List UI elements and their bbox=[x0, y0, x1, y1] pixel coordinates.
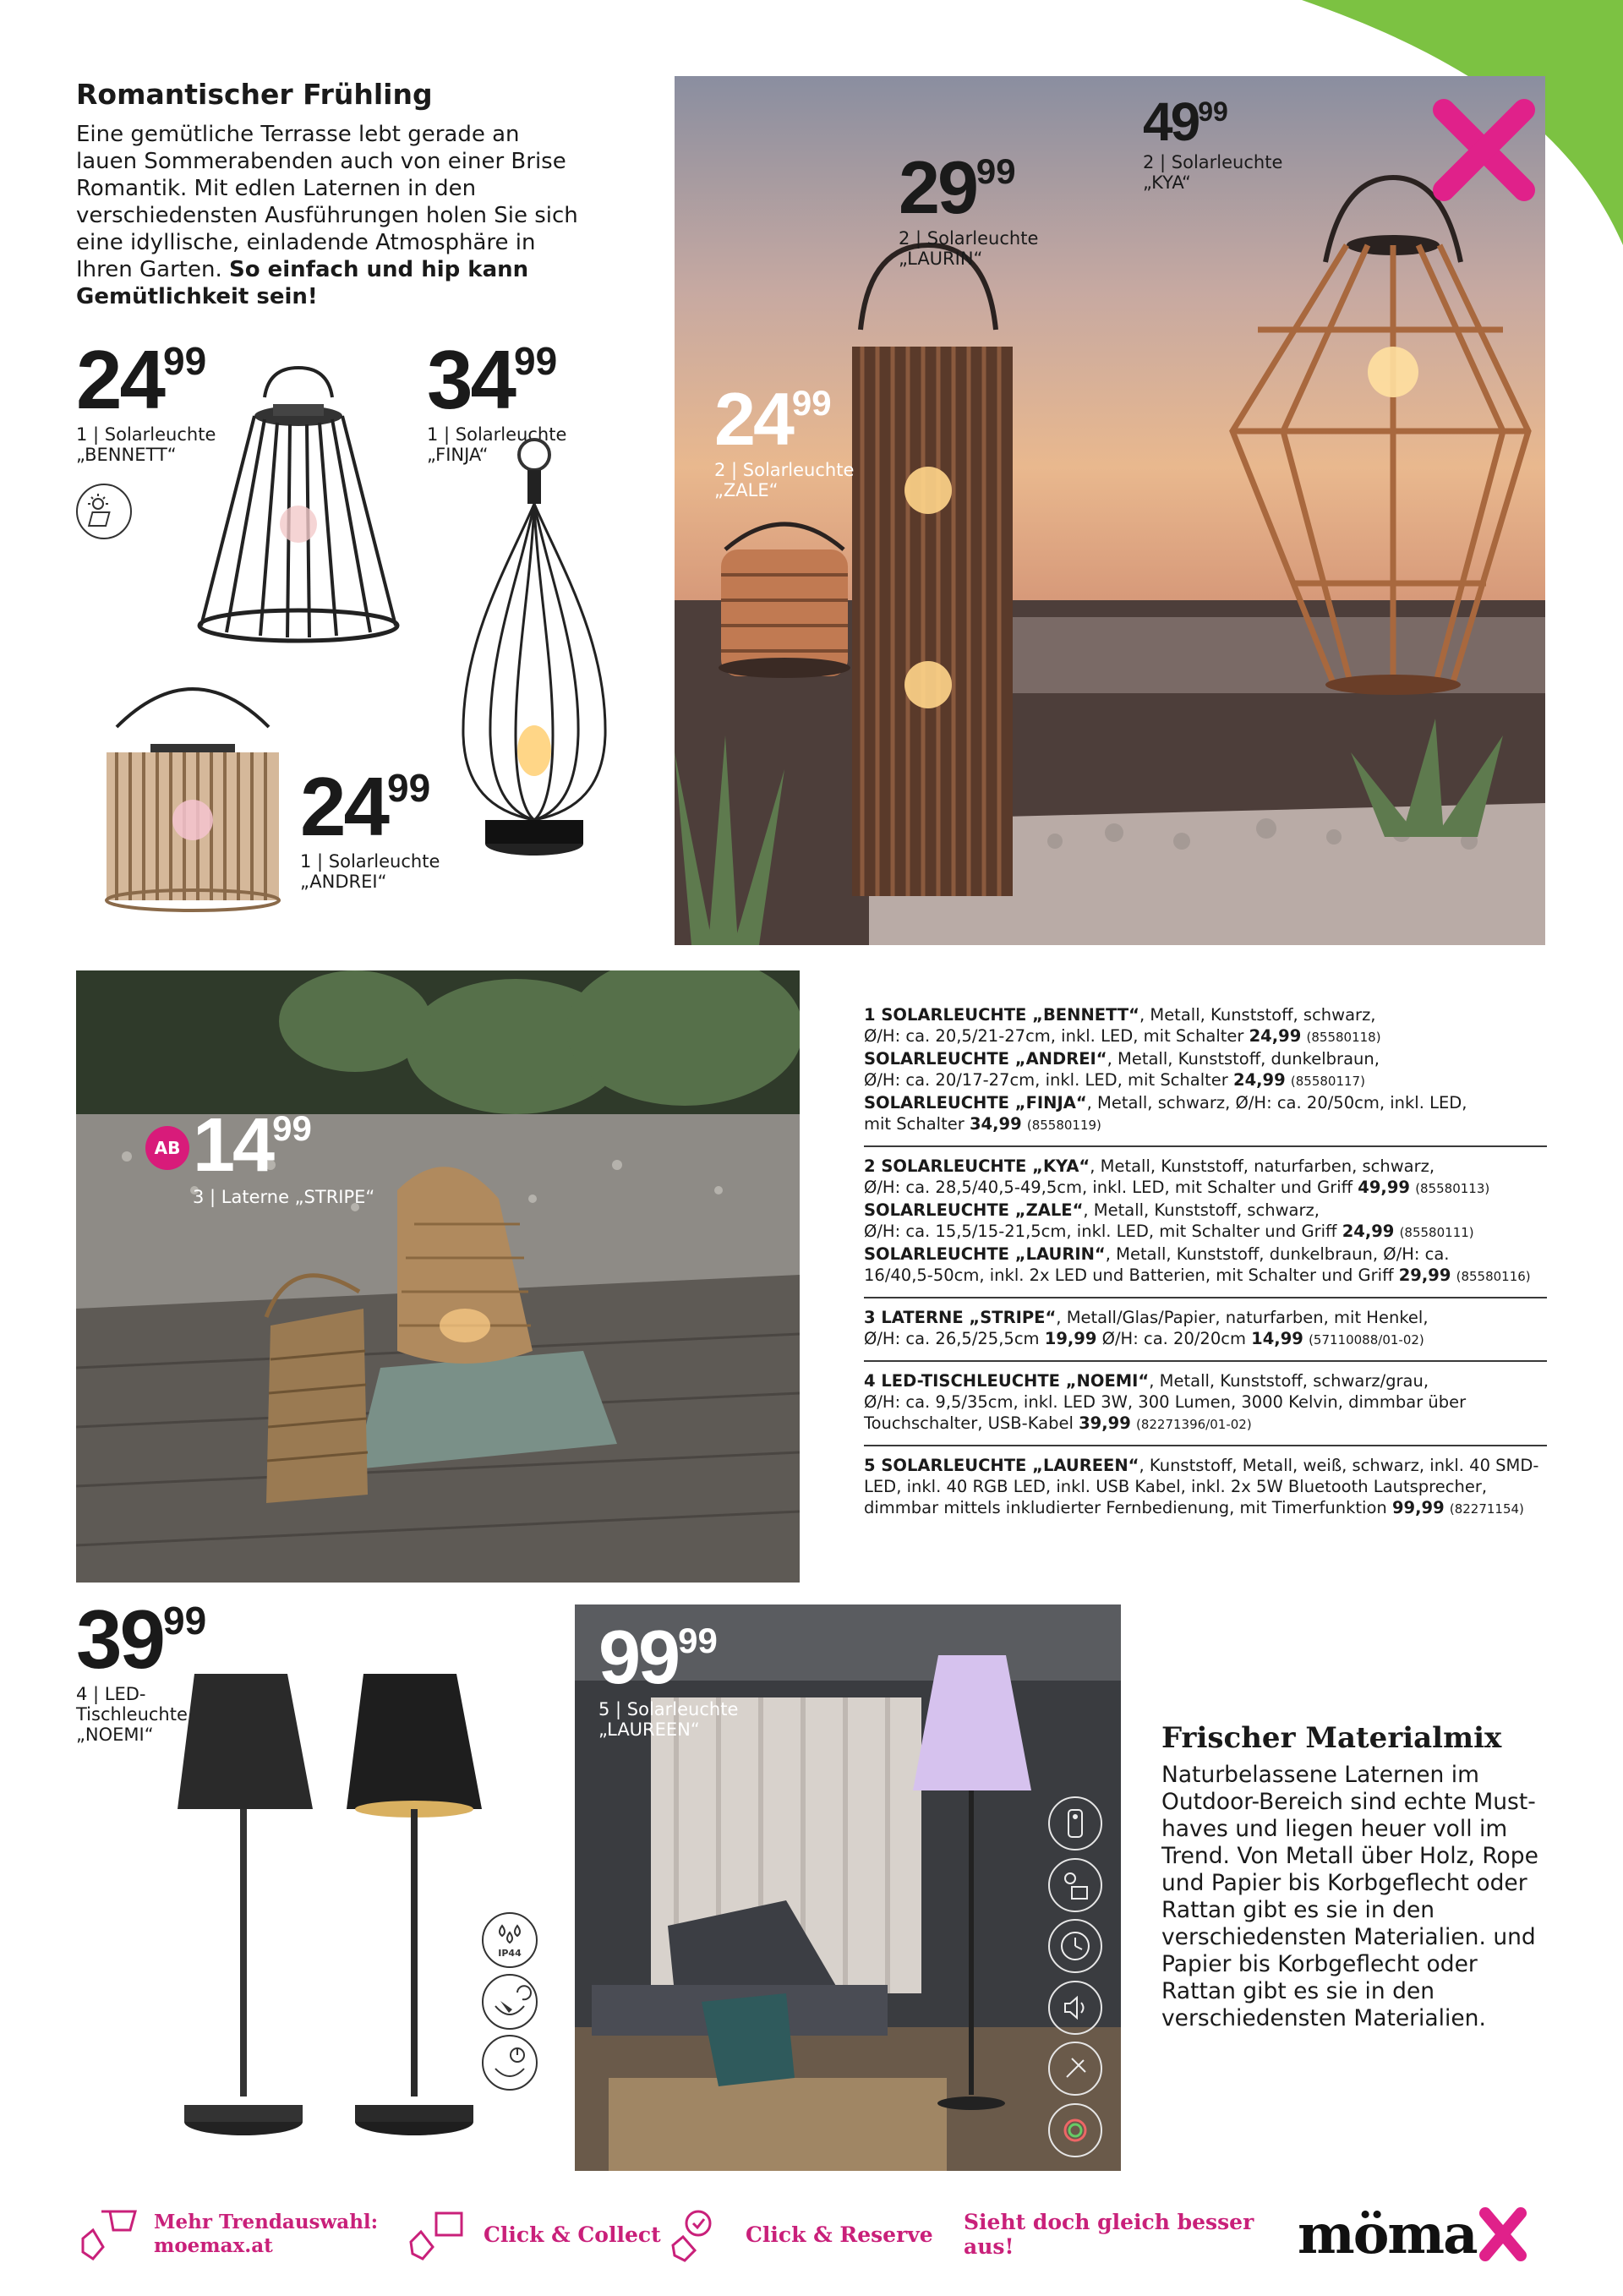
spec-line: Ø/H: ca. 28,5/40,5-49,5cm, inkl. LED, mit Schalter und Griff 49,99 (85580113) bbox=[864, 1178, 1490, 1197]
brand-x-icon bbox=[1477, 2205, 1529, 2264]
timer-icon bbox=[1048, 1919, 1102, 1973]
spec-line: Ø/H: ca. 20/17-27cm, inkl. LED, mit Schalter 24,99 (85580117) bbox=[864, 1070, 1365, 1090]
product-image-noemi bbox=[169, 1674, 499, 2156]
spec-line: LED, inkl. 40 RGB LED, inkl. USB Kabel, inkl. 2x 5W Bluetooth Lautsprecher, bbox=[864, 1477, 1488, 1496]
spec-line: 3 LATERNE „STRIPE“, Metall/Glas/Papier, naturfarben, mit Henkel, bbox=[864, 1308, 1429, 1327]
spec-line: Ø/H: ca. 15,5/15-21,5cm, inkl. LED, mit Schalter und Griff 24,99 (85580111) bbox=[864, 1222, 1474, 1241]
price-tag-andrei: 2499 1 | Solarleuchte „ANDREI“ bbox=[300, 760, 440, 892]
spec-block bbox=[864, 1446, 1547, 1529]
hero-photo bbox=[675, 76, 1545, 945]
materialmix-title: Frischer Materialmix bbox=[1161, 1721, 1502, 1755]
intro-text: Eine gemütliche Terrasse lebt gerade an lauen Sommerabenden auch von einer Brise Romantik. Mit edlen Laternen in den verschiedensten Ausführungen holen Sie sich eine idyllische, einladende Atmosphäre in Ihren Garten. So einfach und hip kann Gemütlichkeit sein! bbox=[76, 122, 578, 309]
spec-line: Ø/H: ca. 9,5/35cm, inkl. LED 3W, 300 Lumen, 3000 Kelvin, dimmbar über bbox=[864, 1392, 1467, 1412]
materialmix-text: Naturbelassene Laternen im Outdoor-Bereich sind echte Must-haves und liegen heuer voll im Trend. Von Metall über Holz, Rope und Papier bis Korbgeflecht oder Rattan gibt es sie in den verschiedensten Materialien. und Papier bis Korbgeflecht oder Rattan gibt es sie in den verschiedensten Materialien. bbox=[1161, 1762, 1538, 2031]
product-image-finja bbox=[456, 431, 609, 879]
spec-block bbox=[864, 996, 1547, 1147]
dimmer-touch-icon bbox=[482, 1974, 538, 2030]
more-trends-link[interactable]: Mehr Trendauswahl: moemax.at bbox=[76, 2205, 406, 2264]
intro-title: Romantischer Frühling bbox=[76, 78, 433, 111]
price-tag-zale: 2499 2 | Solarleuchte „ZALE“ bbox=[714, 377, 855, 500]
spec-line: 5 SOLARLEUCHTE „LAUREEN“, Kunststoff, Metall, weiß, schwarz, inkl. 40 SMD- bbox=[864, 1456, 1539, 1475]
spec-line: Ø/H: ca. 26,5/25,5cm 19,99 Ø/H: ca. 20/20cm 14,99 (57110088/01-02) bbox=[864, 1329, 1424, 1348]
brand-logo: möma bbox=[1298, 2203, 1529, 2266]
spec-line: SOLARLEUCHTE „LAURIN“, Metall, Kunststoff, dunkelbraun, Ø/H: ca. bbox=[864, 1244, 1450, 1264]
shopping-cart-icon bbox=[76, 2205, 140, 2264]
price-tag-laureen: 9999 5 | Solarleuchte „LAUREEN“ bbox=[598, 1615, 739, 1740]
power-touch-icon bbox=[482, 2035, 538, 2091]
price-tag-finja: 3499 1 | Solarleuchte „FINJA“ bbox=[427, 333, 567, 465]
solar-panel-icon bbox=[1048, 1858, 1102, 1912]
product-image-bennett bbox=[193, 364, 404, 651]
ip44-icon bbox=[482, 1912, 538, 1968]
price-tag-kya: 4999 2 | Solarleuchte „KYA“ bbox=[1143, 91, 1283, 193]
svg-text:IP44: IP44 bbox=[498, 1948, 522, 1959]
click-reserve-link[interactable]: Click & Reserve bbox=[668, 2205, 964, 2264]
spec-line: 4 LED-TISCHLEUCHTE „NOEMI“, Metall, Kunststoff, schwarz/grau, bbox=[864, 1371, 1429, 1391]
spec-block bbox=[864, 1298, 1547, 1362]
solar-icon bbox=[76, 484, 132, 539]
product-specs bbox=[864, 996, 1547, 1529]
spec-line: mit Schalter 34,99 (85580119) bbox=[864, 1114, 1101, 1134]
click-reserve-icon bbox=[668, 2205, 732, 2264]
spec-block bbox=[864, 1362, 1547, 1446]
click-collect-link[interactable]: Click & Collect bbox=[406, 2205, 668, 2264]
click-collect-icon bbox=[406, 2205, 470, 2264]
spec-line: Touchschalter, USB-Kabel 39,99 (82271396/01-02) bbox=[864, 1413, 1252, 1433]
slogan: Sieht doch gleich besser aus! bbox=[964, 2210, 1254, 2259]
price-tag-laurin: 2999 2 | Solarleuchte „LAURIN“ bbox=[899, 145, 1039, 269]
spec-line: 1 SOLARLEUCHTE „BENNETT“, Metall, Kunststoff, schwarz, bbox=[864, 1005, 1376, 1025]
spec-line: 2 SOLARLEUCHTE „KYA“, Metall, Kunststoff, naturfarben, schwarz, bbox=[864, 1156, 1435, 1176]
price-tag-stripe: 1499 3 | Laterne „STRIPE“ bbox=[193, 1103, 375, 1207]
remote-control-icon bbox=[1048, 1796, 1102, 1850]
spec-line: SOLARLEUCHTE „FINJA“, Metall, schwarz, Ø/H: ca. 20/50cm, inkl. LED, bbox=[864, 1093, 1467, 1112]
spec-block bbox=[864, 1147, 1547, 1298]
spec-line: SOLARLEUCHTE „ANDREI“, Metall, Kunststoff, dunkelbraun, bbox=[864, 1049, 1380, 1069]
speaker-icon bbox=[1048, 1981, 1102, 2035]
spec-line: 16/40,5-50cm, inkl. 2x LED und Batterien, mit Schalter und Griff 29,99 (85580116) bbox=[864, 1266, 1531, 1285]
footer bbox=[76, 2196, 1547, 2272]
price-tag-bennett: 2499 1 | Solarleuchte „BENNETT“ bbox=[76, 333, 216, 465]
ab-badge: AB bbox=[145, 1126, 189, 1170]
materialmix-section bbox=[1161, 1721, 1559, 2032]
spec-line: Ø/H: ca. 20,5/21-27cm, inkl. LED, mit Schalter 24,99 (85580118) bbox=[864, 1026, 1381, 1046]
usb-charging-icon bbox=[1048, 2042, 1102, 2096]
product-image-andrei bbox=[100, 668, 286, 921]
spec-line: SOLARLEUCHTE „ZALE“, Metall, Kunststoff, schwarz, bbox=[864, 1200, 1320, 1220]
spec-line: dimmbar mittels inkludierter Fernbedienung, mit Timerfunktion 99,99 (82271154) bbox=[864, 1498, 1524, 1517]
rgb-color-icon bbox=[1048, 2103, 1102, 2157]
intro-section bbox=[76, 78, 583, 310]
stripe-photo bbox=[76, 970, 800, 1583]
price-tag-noemi: 3999 4 | LED- Tischleuchte „NOEMI“ bbox=[76, 1593, 207, 1745]
